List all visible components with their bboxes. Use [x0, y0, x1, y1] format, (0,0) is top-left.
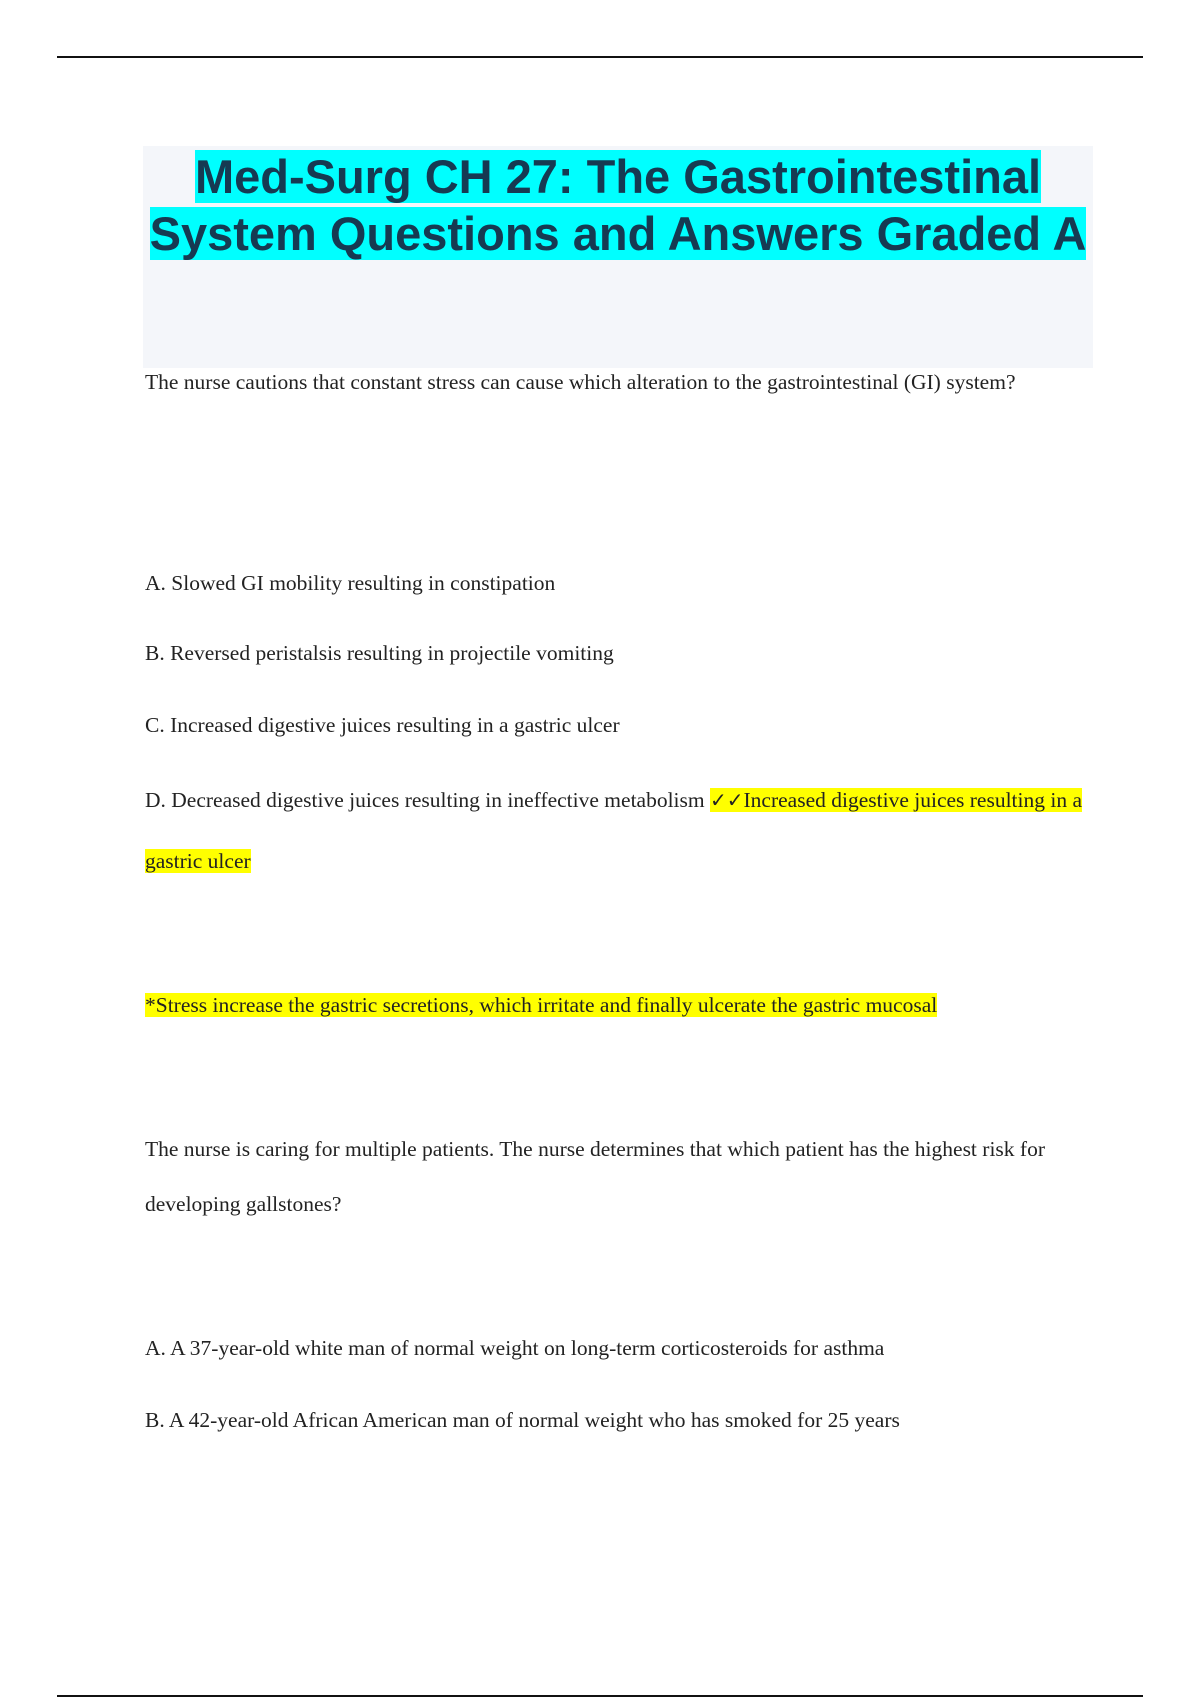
question-1-option-c: C. Increased digestive juices resulting in a gastric ulcer	[145, 713, 620, 737]
question-1-rationale: *Stress increase the gastric secretions, which irritate and finally ulcerate the gastric mucosal	[145, 993, 938, 1017]
title-highlight: Med-Surg CH 27: The Gastrointestinal System Questions and Answers Graded A	[149, 150, 1087, 260]
checkmark-icon: ✓✓	[710, 788, 744, 812]
question-1-option-d: D. Decreased digestive juices resulting in ineffective metabolism	[145, 788, 705, 812]
question-2-stem: The nurse is caring for multiple patients. The nurse determines that which patient has the highest risk for developing gallstones?	[145, 1137, 1045, 1216]
footer-rule	[57, 1695, 1143, 1697]
question-1-option-d-with-answer	[145, 770, 1085, 892]
question-2-option-a: A. A 37-year-old white man of normal weight on long-term corticosteroids for asthma	[145, 1336, 885, 1360]
question-1-stem: The nurse cautions that constant stress can cause which alteration to the gastrointestinal (GI) system?	[145, 370, 1016, 394]
document-title	[143, 148, 1093, 262]
header-rule	[57, 56, 1143, 58]
question-1-answer: Increased digestive juices resulting in a gastric ulcer	[145, 788, 1083, 873]
question-1-rationale-line	[145, 990, 1085, 1020]
question-1-option-a: A. Slowed GI mobility resulting in constipation	[145, 571, 556, 595]
question-2-option-b: B. A 42-year-old African American man of normal weight who has smoked for 25 years	[145, 1408, 900, 1432]
question-1-option-b: B. Reversed peristalsis resulting in projectile vomiting	[145, 641, 614, 665]
